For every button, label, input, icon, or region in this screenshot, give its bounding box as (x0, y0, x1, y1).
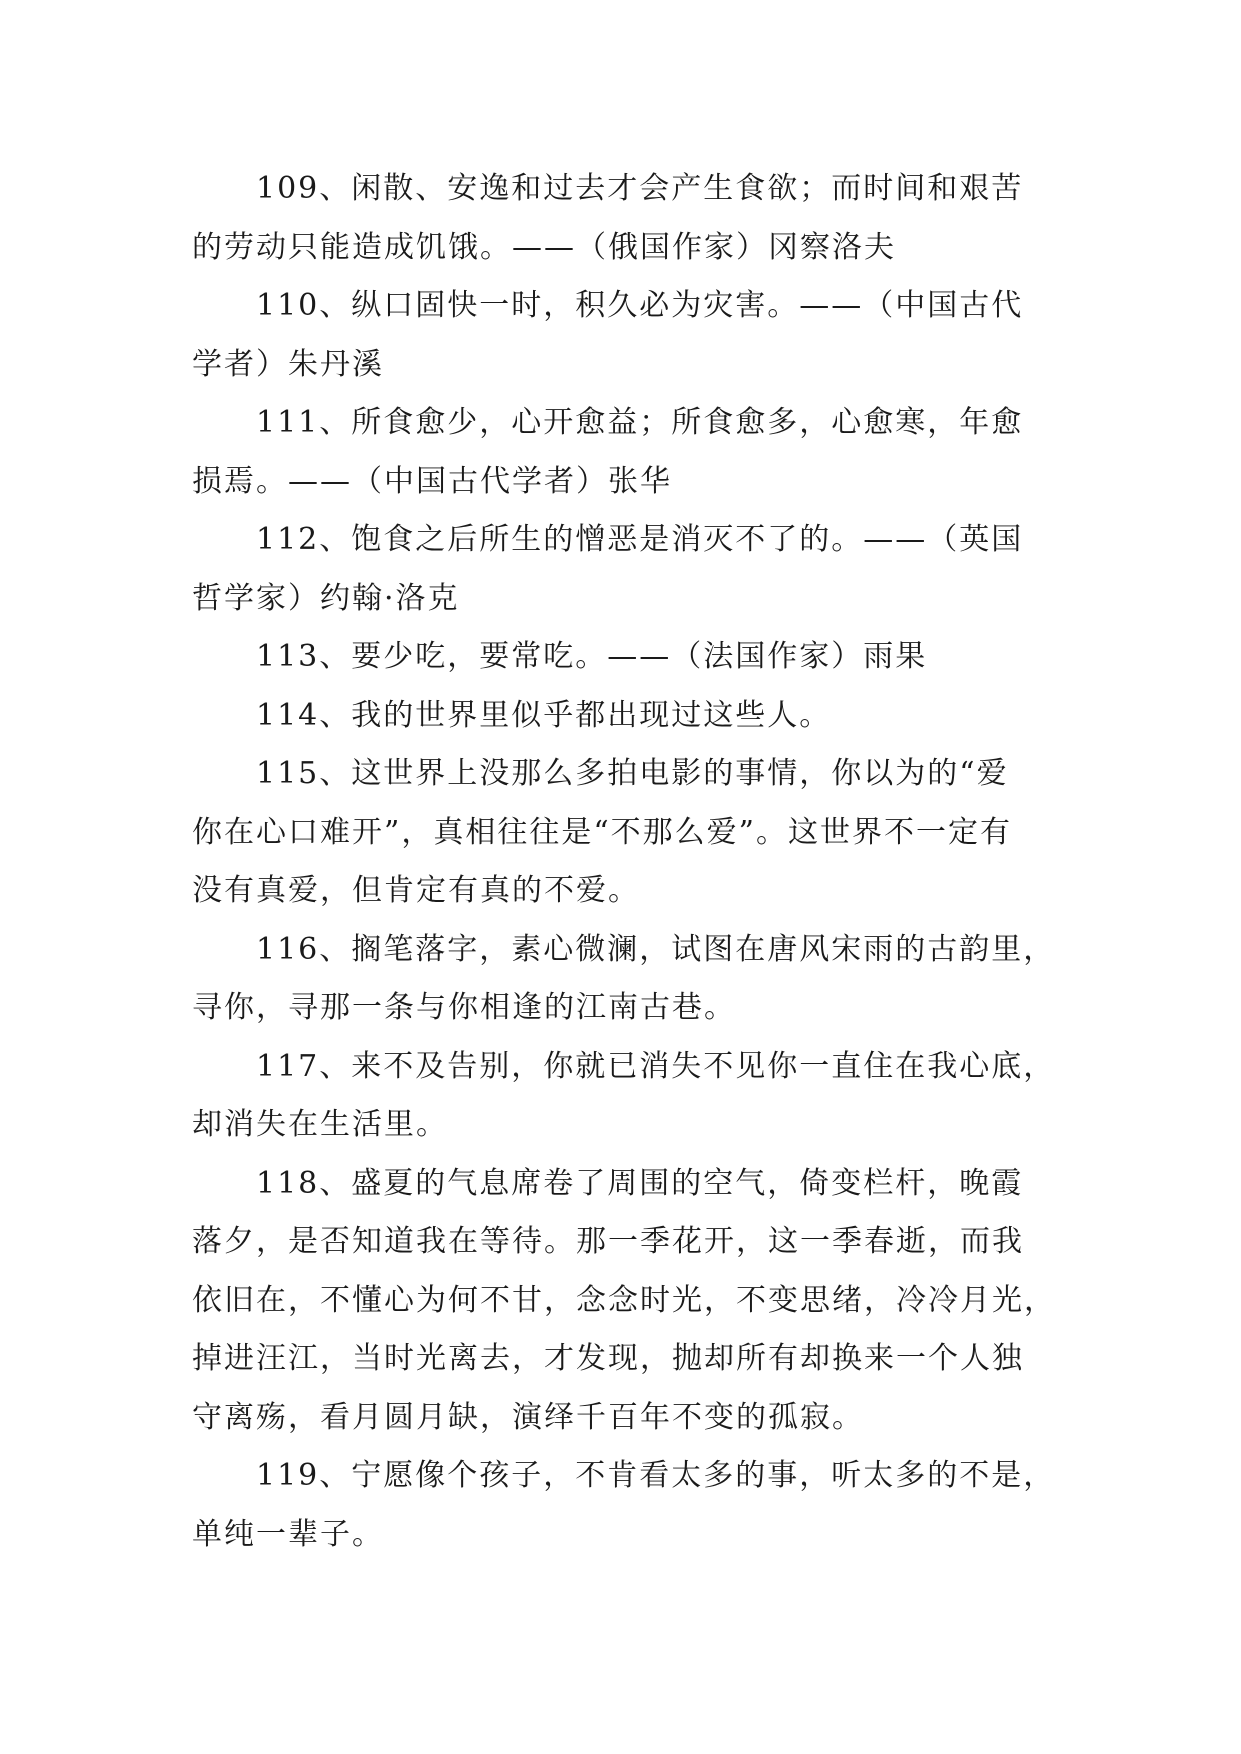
paragraph-line: 你在心口难开”，真相往往是“不那么爱”。这世界不一定有 (192, 814, 1013, 850)
paragraph-line: 110、纵口固快一时，积久必为灾害。——（中国古代 (256, 288, 1024, 323)
paragraph-line: 学者）朱丹溪 (192, 346, 384, 382)
paragraph-line: 却消失在生活里。 (192, 1107, 448, 1142)
paragraph-line: 掉进汪江，当时光离去，才发现，抛却所有却换来一个人独 (192, 1341, 1024, 1376)
paragraph-line: 寻你，寻那一条与你相逢的江南古巷。 (192, 990, 736, 1025)
paragraph-line: 的劳动只能造成饥饿。——（俄国作家）冈察洛夫 (192, 229, 896, 265)
quote-paragraph (192, 921, 1056, 1038)
paragraph-line: 守离殇，看月圆月缺，演绎千百年不变的孤寂。 (192, 1399, 864, 1435)
paragraph-line: 114、我的世界里似乎都出现过这些人。 (256, 697, 832, 733)
quote-paragraph (192, 687, 1052, 746)
paragraph-line: 哲学家）约翰·洛克 (192, 580, 460, 616)
paragraph-line: 115、这世界上没那么多拍电影的事情，你以为的“爱 (256, 756, 1009, 791)
quote-paragraph (192, 511, 1052, 628)
paragraph-line: 118、盛夏的气息席卷了周围的空气，倚变栏杆，晚霞 (256, 1165, 1024, 1201)
paragraph-line: 117、来不及告别，你就已消失不见你一直住在我心底， (256, 1048, 1056, 1084)
quote-paragraph (192, 277, 1052, 394)
paragraph-line: 损焉。——（中国古代学者）张华 (192, 463, 672, 499)
paragraph-line: 没有真爱，但肯定有真的不爱。 (192, 873, 640, 908)
quote-paragraph (192, 1447, 1056, 1564)
quote-paragraph (192, 160, 1052, 277)
quote-paragraph (192, 1038, 1056, 1155)
quote-paragraph (192, 1155, 1056, 1448)
paragraph-line: 单纯一辈子。 (192, 1516, 384, 1552)
paragraph-line: 116、搁笔落字，素心微澜，试图在唐风宋雨的古韵里， (256, 931, 1056, 967)
paragraph-line: 109、闲散、安逸和过去才会产生食欲；而时间和艰苦 (256, 171, 1024, 206)
document-page (192, 160, 1056, 1564)
paragraph-line: 111、所食愈少，心开愈益；所食愈多，心愈寒，年愈 (256, 405, 1024, 440)
quote-paragraph (192, 628, 1052, 687)
paragraph-line: 依旧在，不懂心为何不甘，念念时光，不变思绪，冷冷月光， (192, 1282, 1056, 1318)
paragraph-line: 113、要少吃，要常吃。——（法国作家）雨果 (256, 639, 928, 674)
paragraph-line: 119、宁愿像个孩子，不肯看太多的事，听太多的不是， (256, 1458, 1056, 1493)
paragraph-line: 落夕，是否知道我在等待。那一季花开，这一季春逝，而我 (192, 1224, 1024, 1259)
paragraph-line: 112、饱食之后所生的憎恶是消灭不了的。——（英国 (256, 522, 1024, 557)
quote-paragraph (192, 394, 1052, 511)
quote-paragraph (192, 745, 1052, 921)
